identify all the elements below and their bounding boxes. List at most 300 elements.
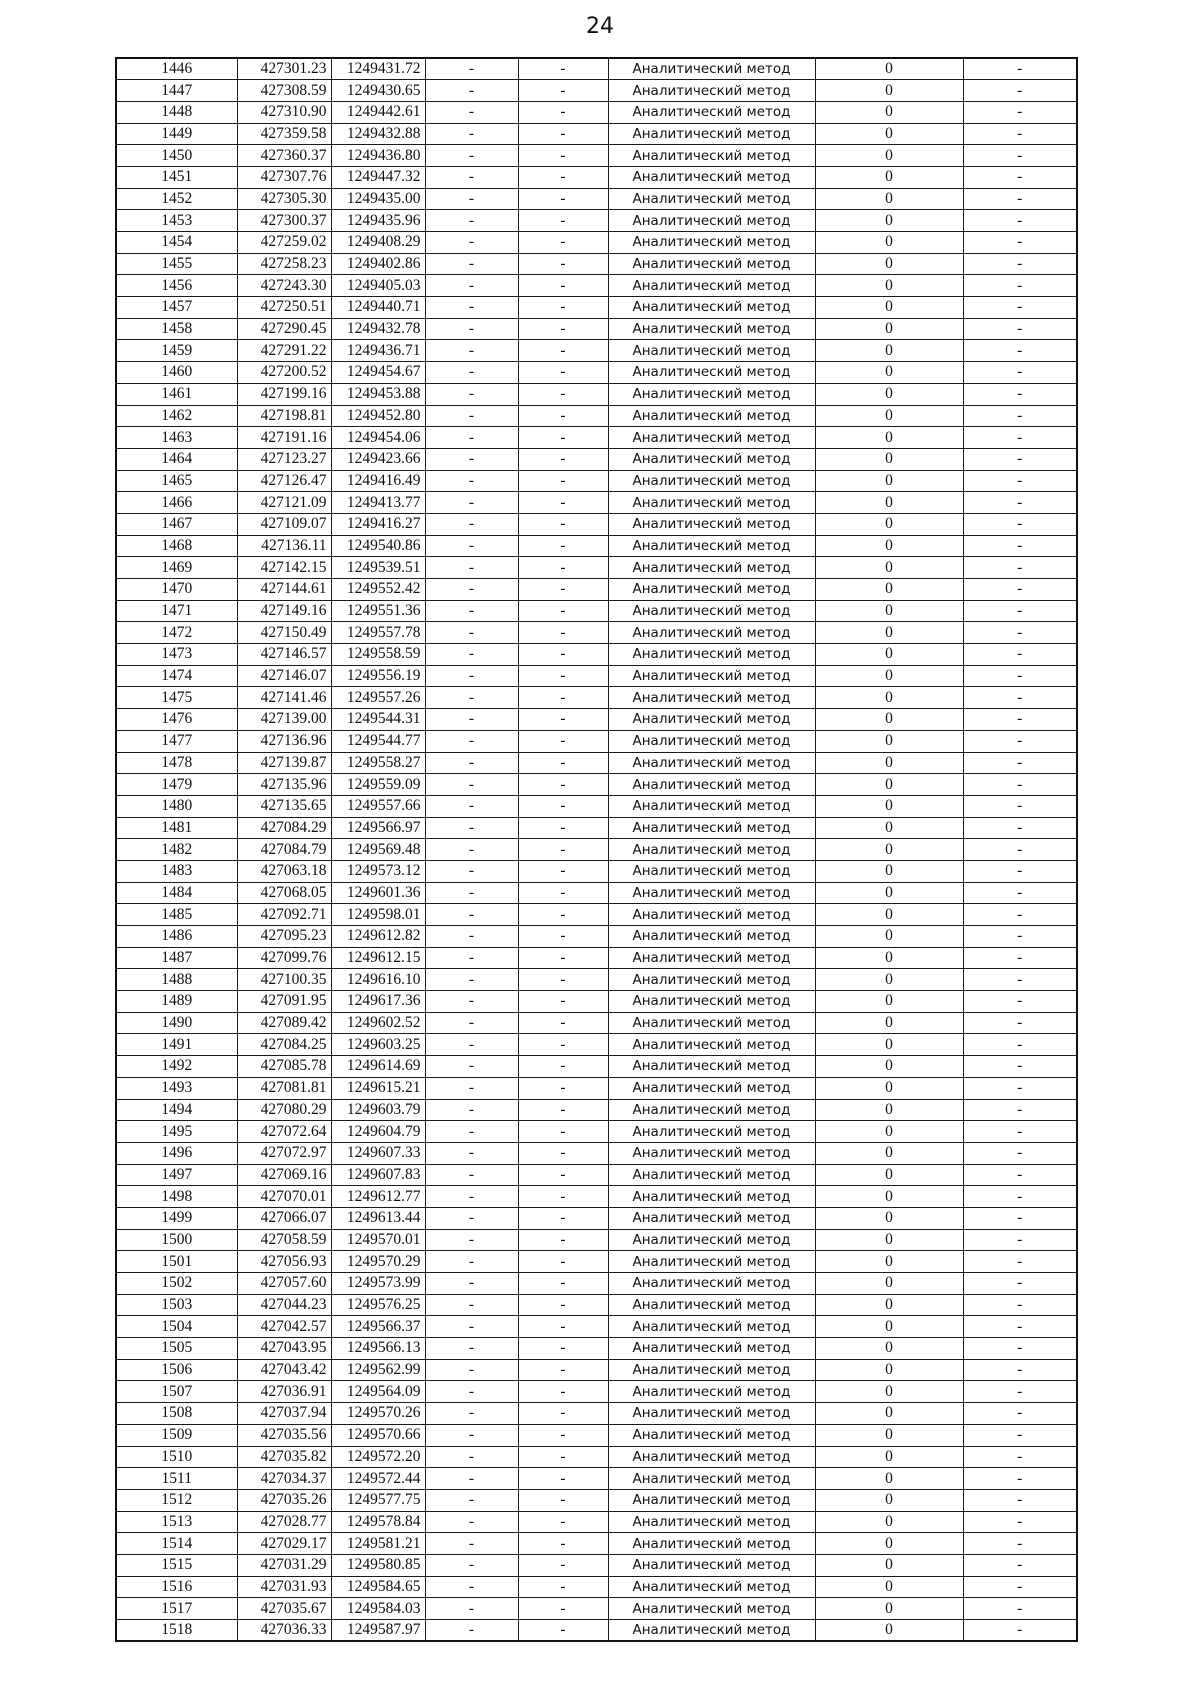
point-number-cell: 1502	[116, 1273, 237, 1295]
point-number-cell: 1462	[116, 405, 237, 427]
method-cell: Аналитический метод	[608, 405, 815, 427]
dash-cell: -	[425, 817, 518, 839]
dash-cell: -	[518, 991, 608, 1013]
dash-cell: -	[425, 882, 518, 904]
dash-cell: -	[425, 1598, 518, 1620]
method-cell: Аналитический метод	[608, 1381, 815, 1403]
dash-cell: -	[518, 145, 608, 167]
table-row	[116, 860, 1077, 882]
point-number-cell: 1490	[116, 1012, 237, 1034]
table-row	[116, 1294, 1077, 1316]
error-cell: 0	[815, 101, 963, 123]
method-cell: Аналитический метод	[608, 665, 815, 687]
y-coordinate-cell: 1249432.78	[331, 318, 425, 340]
point-number-cell: 1447	[116, 80, 237, 102]
error-cell: 0	[815, 1186, 963, 1208]
table-row	[116, 969, 1077, 991]
x-coordinate-cell: 427149.16	[237, 600, 331, 622]
dash-cell: -	[963, 80, 1077, 102]
table-row	[116, 730, 1077, 752]
dash-cell: -	[963, 774, 1077, 796]
method-cell: Аналитический метод	[608, 166, 815, 188]
point-number-cell: 1451	[116, 166, 237, 188]
method-cell: Аналитический метод	[608, 188, 815, 210]
method-cell: Аналитический метод	[608, 1121, 815, 1143]
error-cell: 0	[815, 665, 963, 687]
y-coordinate-cell: 1249557.78	[331, 622, 425, 644]
dash-cell: -	[425, 535, 518, 557]
method-cell: Аналитический метод	[608, 622, 815, 644]
method-cell: Аналитический метод	[608, 513, 815, 535]
dash-cell: -	[518, 232, 608, 254]
error-cell: 0	[815, 166, 963, 188]
dash-cell: -	[425, 1381, 518, 1403]
error-cell: 0	[815, 80, 963, 102]
method-cell: Аналитический метод	[608, 492, 815, 514]
dash-cell: -	[963, 1489, 1077, 1511]
y-coordinate-cell: 1249442.61	[331, 101, 425, 123]
dash-cell: -	[963, 1598, 1077, 1620]
dash-cell: -	[518, 101, 608, 123]
dash-cell: -	[425, 709, 518, 731]
method-cell: Аналитический метод	[608, 123, 815, 145]
error-cell: 0	[815, 795, 963, 817]
dash-cell: -	[425, 1338, 518, 1360]
method-cell: Аналитический метод	[608, 795, 815, 817]
x-coordinate-cell: 427066.07	[237, 1207, 331, 1229]
dash-cell: -	[518, 1273, 608, 1295]
table-row	[116, 1316, 1077, 1338]
dash-cell: -	[518, 513, 608, 535]
dash-cell: -	[963, 1099, 1077, 1121]
dash-cell: -	[963, 101, 1077, 123]
x-coordinate-cell: 427305.30	[237, 188, 331, 210]
dash-cell: -	[963, 1554, 1077, 1576]
dash-cell: -	[963, 709, 1077, 731]
x-coordinate-cell: 427135.96	[237, 774, 331, 796]
dash-cell: -	[425, 947, 518, 969]
dash-cell: -	[425, 1576, 518, 1598]
dash-cell: -	[963, 470, 1077, 492]
dash-cell: -	[425, 839, 518, 861]
y-coordinate-cell: 1249544.77	[331, 730, 425, 752]
y-coordinate-cell: 1249557.66	[331, 795, 425, 817]
y-coordinate-cell: 1249598.01	[331, 904, 425, 926]
point-number-cell: 1508	[116, 1403, 237, 1425]
method-cell: Аналитический метод	[608, 579, 815, 601]
dash-cell: -	[425, 687, 518, 709]
point-number-cell: 1515	[116, 1554, 237, 1576]
table-row	[116, 253, 1077, 275]
dash-cell: -	[518, 687, 608, 709]
y-coordinate-cell: 1249402.86	[331, 253, 425, 275]
x-coordinate-cell: 427146.07	[237, 665, 331, 687]
table-row	[116, 1511, 1077, 1533]
y-coordinate-cell: 1249539.51	[331, 557, 425, 579]
y-coordinate-cell: 1249447.32	[331, 166, 425, 188]
point-number-cell: 1501	[116, 1251, 237, 1273]
table-row	[116, 80, 1077, 102]
dash-cell: -	[518, 947, 608, 969]
x-coordinate-cell: 427084.29	[237, 817, 331, 839]
point-number-cell: 1446	[116, 58, 237, 80]
error-cell: 0	[815, 1316, 963, 1338]
point-number-cell: 1507	[116, 1381, 237, 1403]
x-coordinate-cell: 427089.42	[237, 1012, 331, 1034]
table-row	[116, 1056, 1077, 1078]
dash-cell: -	[425, 145, 518, 167]
x-coordinate-cell: 427036.33	[237, 1620, 331, 1642]
method-cell: Аналитический метод	[608, 1294, 815, 1316]
dash-cell: -	[518, 622, 608, 644]
y-coordinate-cell: 1249552.42	[331, 579, 425, 601]
x-coordinate-cell: 427259.02	[237, 232, 331, 254]
error-cell: 0	[815, 1229, 963, 1251]
x-coordinate-cell: 427037.94	[237, 1403, 331, 1425]
point-number-cell: 1449	[116, 123, 237, 145]
dash-cell: -	[425, 80, 518, 102]
error-cell: 0	[815, 427, 963, 449]
dash-cell: -	[963, 383, 1077, 405]
dash-cell: -	[425, 557, 518, 579]
dash-cell: -	[963, 730, 1077, 752]
table-row	[116, 709, 1077, 731]
table-row	[116, 1207, 1077, 1229]
x-coordinate-cell: 427044.23	[237, 1294, 331, 1316]
method-cell: Аналитический метод	[608, 904, 815, 926]
dash-cell: -	[425, 1316, 518, 1338]
x-coordinate-cell: 427068.05	[237, 882, 331, 904]
table-row	[116, 1186, 1077, 1208]
method-cell: Аналитический метод	[608, 1186, 815, 1208]
dash-cell: -	[425, 1446, 518, 1468]
x-coordinate-cell: 427199.16	[237, 383, 331, 405]
x-coordinate-cell: 427056.93	[237, 1251, 331, 1273]
x-coordinate-cell: 427142.15	[237, 557, 331, 579]
table-row	[116, 1620, 1077, 1642]
x-coordinate-cell: 427043.95	[237, 1338, 331, 1360]
dash-cell: -	[963, 1077, 1077, 1099]
point-number-cell: 1458	[116, 318, 237, 340]
table-row	[116, 991, 1077, 1013]
method-cell: Аналитический метод	[608, 383, 815, 405]
dash-cell: -	[518, 1121, 608, 1143]
dash-cell: -	[963, 1424, 1077, 1446]
x-coordinate-cell: 427031.29	[237, 1554, 331, 1576]
table-row	[116, 340, 1077, 362]
dash-cell: -	[518, 752, 608, 774]
table-row	[116, 58, 1077, 80]
error-cell: 0	[815, 1620, 963, 1642]
method-cell: Аналитический метод	[608, 1251, 815, 1273]
dash-cell: -	[518, 926, 608, 948]
dash-cell: -	[425, 1489, 518, 1511]
point-number-cell: 1455	[116, 253, 237, 275]
point-number-cell: 1489	[116, 991, 237, 1013]
dash-cell: -	[425, 1554, 518, 1576]
dash-cell: -	[518, 557, 608, 579]
point-number-cell: 1493	[116, 1077, 237, 1099]
point-number-cell: 1466	[116, 492, 237, 514]
dash-cell: -	[963, 405, 1077, 427]
method-cell: Аналитический метод	[608, 1273, 815, 1295]
dash-cell: -	[425, 1164, 518, 1186]
dash-cell: -	[963, 1533, 1077, 1555]
point-number-cell: 1471	[116, 600, 237, 622]
x-coordinate-cell: 427091.95	[237, 991, 331, 1013]
point-number-cell: 1483	[116, 860, 237, 882]
error-cell: 0	[815, 969, 963, 991]
error-cell: 0	[815, 1511, 963, 1533]
y-coordinate-cell: 1249436.71	[331, 340, 425, 362]
table-row	[116, 644, 1077, 666]
error-cell: 0	[815, 1056, 963, 1078]
x-coordinate-cell: 427092.71	[237, 904, 331, 926]
method-cell: Аналитический метод	[608, 557, 815, 579]
method-cell: Аналитический метод	[608, 839, 815, 861]
method-cell: Аналитический метод	[608, 1511, 815, 1533]
dash-cell: -	[425, 730, 518, 752]
error-cell: 0	[815, 904, 963, 926]
dash-cell: -	[425, 795, 518, 817]
method-cell: Аналитический метод	[608, 80, 815, 102]
dash-cell: -	[963, 362, 1077, 384]
error-cell: 0	[815, 687, 963, 709]
method-cell: Аналитический метод	[608, 1316, 815, 1338]
x-coordinate-cell: 427146.57	[237, 644, 331, 666]
dash-cell: -	[963, 1446, 1077, 1468]
dash-cell: -	[518, 839, 608, 861]
dash-cell: -	[425, 123, 518, 145]
error-cell: 0	[815, 253, 963, 275]
y-coordinate-cell: 1249587.97	[331, 1620, 425, 1642]
y-coordinate-cell: 1249613.44	[331, 1207, 425, 1229]
point-number-cell: 1491	[116, 1034, 237, 1056]
y-coordinate-cell: 1249432.88	[331, 123, 425, 145]
dash-cell: -	[963, 448, 1077, 470]
method-cell: Аналитический метод	[608, 1034, 815, 1056]
y-coordinate-cell: 1249612.77	[331, 1186, 425, 1208]
y-coordinate-cell: 1249452.80	[331, 405, 425, 427]
point-number-cell: 1497	[116, 1164, 237, 1186]
dash-cell: -	[425, 427, 518, 449]
point-number-cell: 1470	[116, 579, 237, 601]
table-row	[116, 1121, 1077, 1143]
point-number-cell: 1453	[116, 210, 237, 232]
y-coordinate-cell: 1249615.21	[331, 1077, 425, 1099]
x-coordinate-cell: 427080.29	[237, 1099, 331, 1121]
method-cell: Аналитический метод	[608, 774, 815, 796]
dash-cell: -	[518, 730, 608, 752]
dash-cell: -	[963, 1294, 1077, 1316]
error-cell: 0	[815, 145, 963, 167]
x-coordinate-cell: 427095.23	[237, 926, 331, 948]
dash-cell: -	[518, 860, 608, 882]
table-row	[116, 1424, 1077, 1446]
dash-cell: -	[518, 1381, 608, 1403]
error-cell: 0	[815, 297, 963, 319]
dash-cell: -	[518, 774, 608, 796]
error-cell: 0	[815, 926, 963, 948]
dash-cell: -	[963, 926, 1077, 948]
dash-cell: -	[425, 1186, 518, 1208]
x-coordinate-cell: 427300.37	[237, 210, 331, 232]
x-coordinate-cell: 427250.51	[237, 297, 331, 319]
dash-cell: -	[963, 991, 1077, 1013]
y-coordinate-cell: 1249435.00	[331, 188, 425, 210]
dash-cell: -	[518, 1468, 608, 1490]
error-cell: 0	[815, 1489, 963, 1511]
dash-cell: -	[518, 1142, 608, 1164]
y-coordinate-cell: 1249408.29	[331, 232, 425, 254]
y-coordinate-cell: 1249601.36	[331, 882, 425, 904]
method-cell: Аналитический метод	[608, 687, 815, 709]
method-cell: Аналитический метод	[608, 470, 815, 492]
dash-cell: -	[963, 557, 1077, 579]
dash-cell: -	[425, 166, 518, 188]
dash-cell: -	[518, 1207, 608, 1229]
dash-cell: -	[963, 58, 1077, 80]
error-cell: 0	[815, 1273, 963, 1295]
method-cell: Аналитический метод	[608, 1576, 815, 1598]
table-row	[116, 1381, 1077, 1403]
error-cell: 0	[815, 58, 963, 80]
table-row	[116, 1576, 1077, 1598]
x-coordinate-cell: 427139.00	[237, 709, 331, 731]
table-row	[116, 123, 1077, 145]
error-cell: 0	[815, 752, 963, 774]
dash-cell: -	[963, 513, 1077, 535]
x-coordinate-cell: 427034.37	[237, 1468, 331, 1490]
dash-cell: -	[518, 817, 608, 839]
table-row	[116, 1099, 1077, 1121]
table-row	[116, 1273, 1077, 1295]
dash-cell: -	[963, 665, 1077, 687]
dash-cell: -	[963, 882, 1077, 904]
x-coordinate-cell: 427359.58	[237, 123, 331, 145]
y-coordinate-cell: 1249558.27	[331, 752, 425, 774]
error-cell: 0	[815, 1077, 963, 1099]
error-cell: 0	[815, 1533, 963, 1555]
x-coordinate-cell: 427057.60	[237, 1273, 331, 1295]
dash-cell: -	[518, 1077, 608, 1099]
error-cell: 0	[815, 1338, 963, 1360]
error-cell: 0	[815, 1359, 963, 1381]
method-cell: Аналитический метод	[608, 340, 815, 362]
error-cell: 0	[815, 1381, 963, 1403]
dash-cell: -	[425, 1056, 518, 1078]
x-coordinate-cell: 427100.35	[237, 969, 331, 991]
method-cell: Аналитический метод	[608, 448, 815, 470]
table-row	[116, 1403, 1077, 1425]
table-row	[116, 492, 1077, 514]
error-cell: 0	[815, 1554, 963, 1576]
dash-cell: -	[518, 1424, 608, 1446]
y-coordinate-cell: 1249572.20	[331, 1446, 425, 1468]
table-row	[116, 448, 1077, 470]
dash-cell: -	[425, 1121, 518, 1143]
dash-cell: -	[425, 340, 518, 362]
dash-cell: -	[518, 535, 608, 557]
table-row	[116, 210, 1077, 232]
x-coordinate-cell: 427029.17	[237, 1533, 331, 1555]
method-cell: Аналитический метод	[608, 882, 815, 904]
x-coordinate-cell: 427035.82	[237, 1446, 331, 1468]
dash-cell: -	[425, 318, 518, 340]
method-cell: Аналитический метод	[608, 1446, 815, 1468]
y-coordinate-cell: 1249440.71	[331, 297, 425, 319]
point-number-cell: 1484	[116, 882, 237, 904]
dash-cell: -	[963, 687, 1077, 709]
dash-cell: -	[518, 58, 608, 80]
point-number-cell: 1477	[116, 730, 237, 752]
table-row	[116, 1229, 1077, 1251]
method-cell: Аналитический метод	[608, 947, 815, 969]
method-cell: Аналитический метод	[608, 1554, 815, 1576]
error-cell: 0	[815, 470, 963, 492]
dash-cell: -	[963, 492, 1077, 514]
error-cell: 0	[815, 1294, 963, 1316]
error-cell: 0	[815, 535, 963, 557]
dash-cell: -	[963, 1186, 1077, 1208]
dash-cell: -	[518, 448, 608, 470]
table-row	[116, 297, 1077, 319]
dash-cell: -	[425, 1142, 518, 1164]
dash-cell: -	[518, 600, 608, 622]
error-cell: 0	[815, 730, 963, 752]
table-row	[116, 318, 1077, 340]
method-cell: Аналитический метод	[608, 210, 815, 232]
dash-cell: -	[518, 318, 608, 340]
error-cell: 0	[815, 492, 963, 514]
dash-cell: -	[425, 1533, 518, 1555]
error-cell: 0	[815, 839, 963, 861]
dash-cell: -	[518, 1359, 608, 1381]
dash-cell: -	[425, 860, 518, 882]
dash-cell: -	[963, 579, 1077, 601]
table-row	[116, 947, 1077, 969]
dash-cell: -	[518, 275, 608, 297]
dash-cell: -	[518, 1099, 608, 1121]
table-row	[116, 1012, 1077, 1034]
point-number-cell: 1498	[116, 1186, 237, 1208]
method-cell: Аналитический метод	[608, 232, 815, 254]
x-coordinate-cell: 427042.57	[237, 1316, 331, 1338]
y-coordinate-cell: 1249612.15	[331, 947, 425, 969]
x-coordinate-cell: 427028.77	[237, 1511, 331, 1533]
dash-cell: -	[518, 665, 608, 687]
x-coordinate-cell: 427360.37	[237, 145, 331, 167]
point-number-cell: 1474	[116, 665, 237, 687]
coordinates-table	[115, 57, 1078, 1642]
error-cell: 0	[815, 340, 963, 362]
dash-cell: -	[518, 80, 608, 102]
y-coordinate-cell: 1249423.66	[331, 448, 425, 470]
dash-cell: -	[518, 1229, 608, 1251]
table-row	[116, 1164, 1077, 1186]
y-coordinate-cell: 1249559.09	[331, 774, 425, 796]
dash-cell: -	[425, 1077, 518, 1099]
y-coordinate-cell: 1249454.06	[331, 427, 425, 449]
dash-cell: -	[425, 644, 518, 666]
y-coordinate-cell: 1249431.72	[331, 58, 425, 80]
error-cell: 0	[815, 210, 963, 232]
table-row	[116, 1598, 1077, 1620]
x-coordinate-cell: 427069.16	[237, 1164, 331, 1186]
dash-cell: -	[425, 383, 518, 405]
method-cell: Аналитический метод	[608, 1620, 815, 1642]
y-coordinate-cell: 1249436.80	[331, 145, 425, 167]
